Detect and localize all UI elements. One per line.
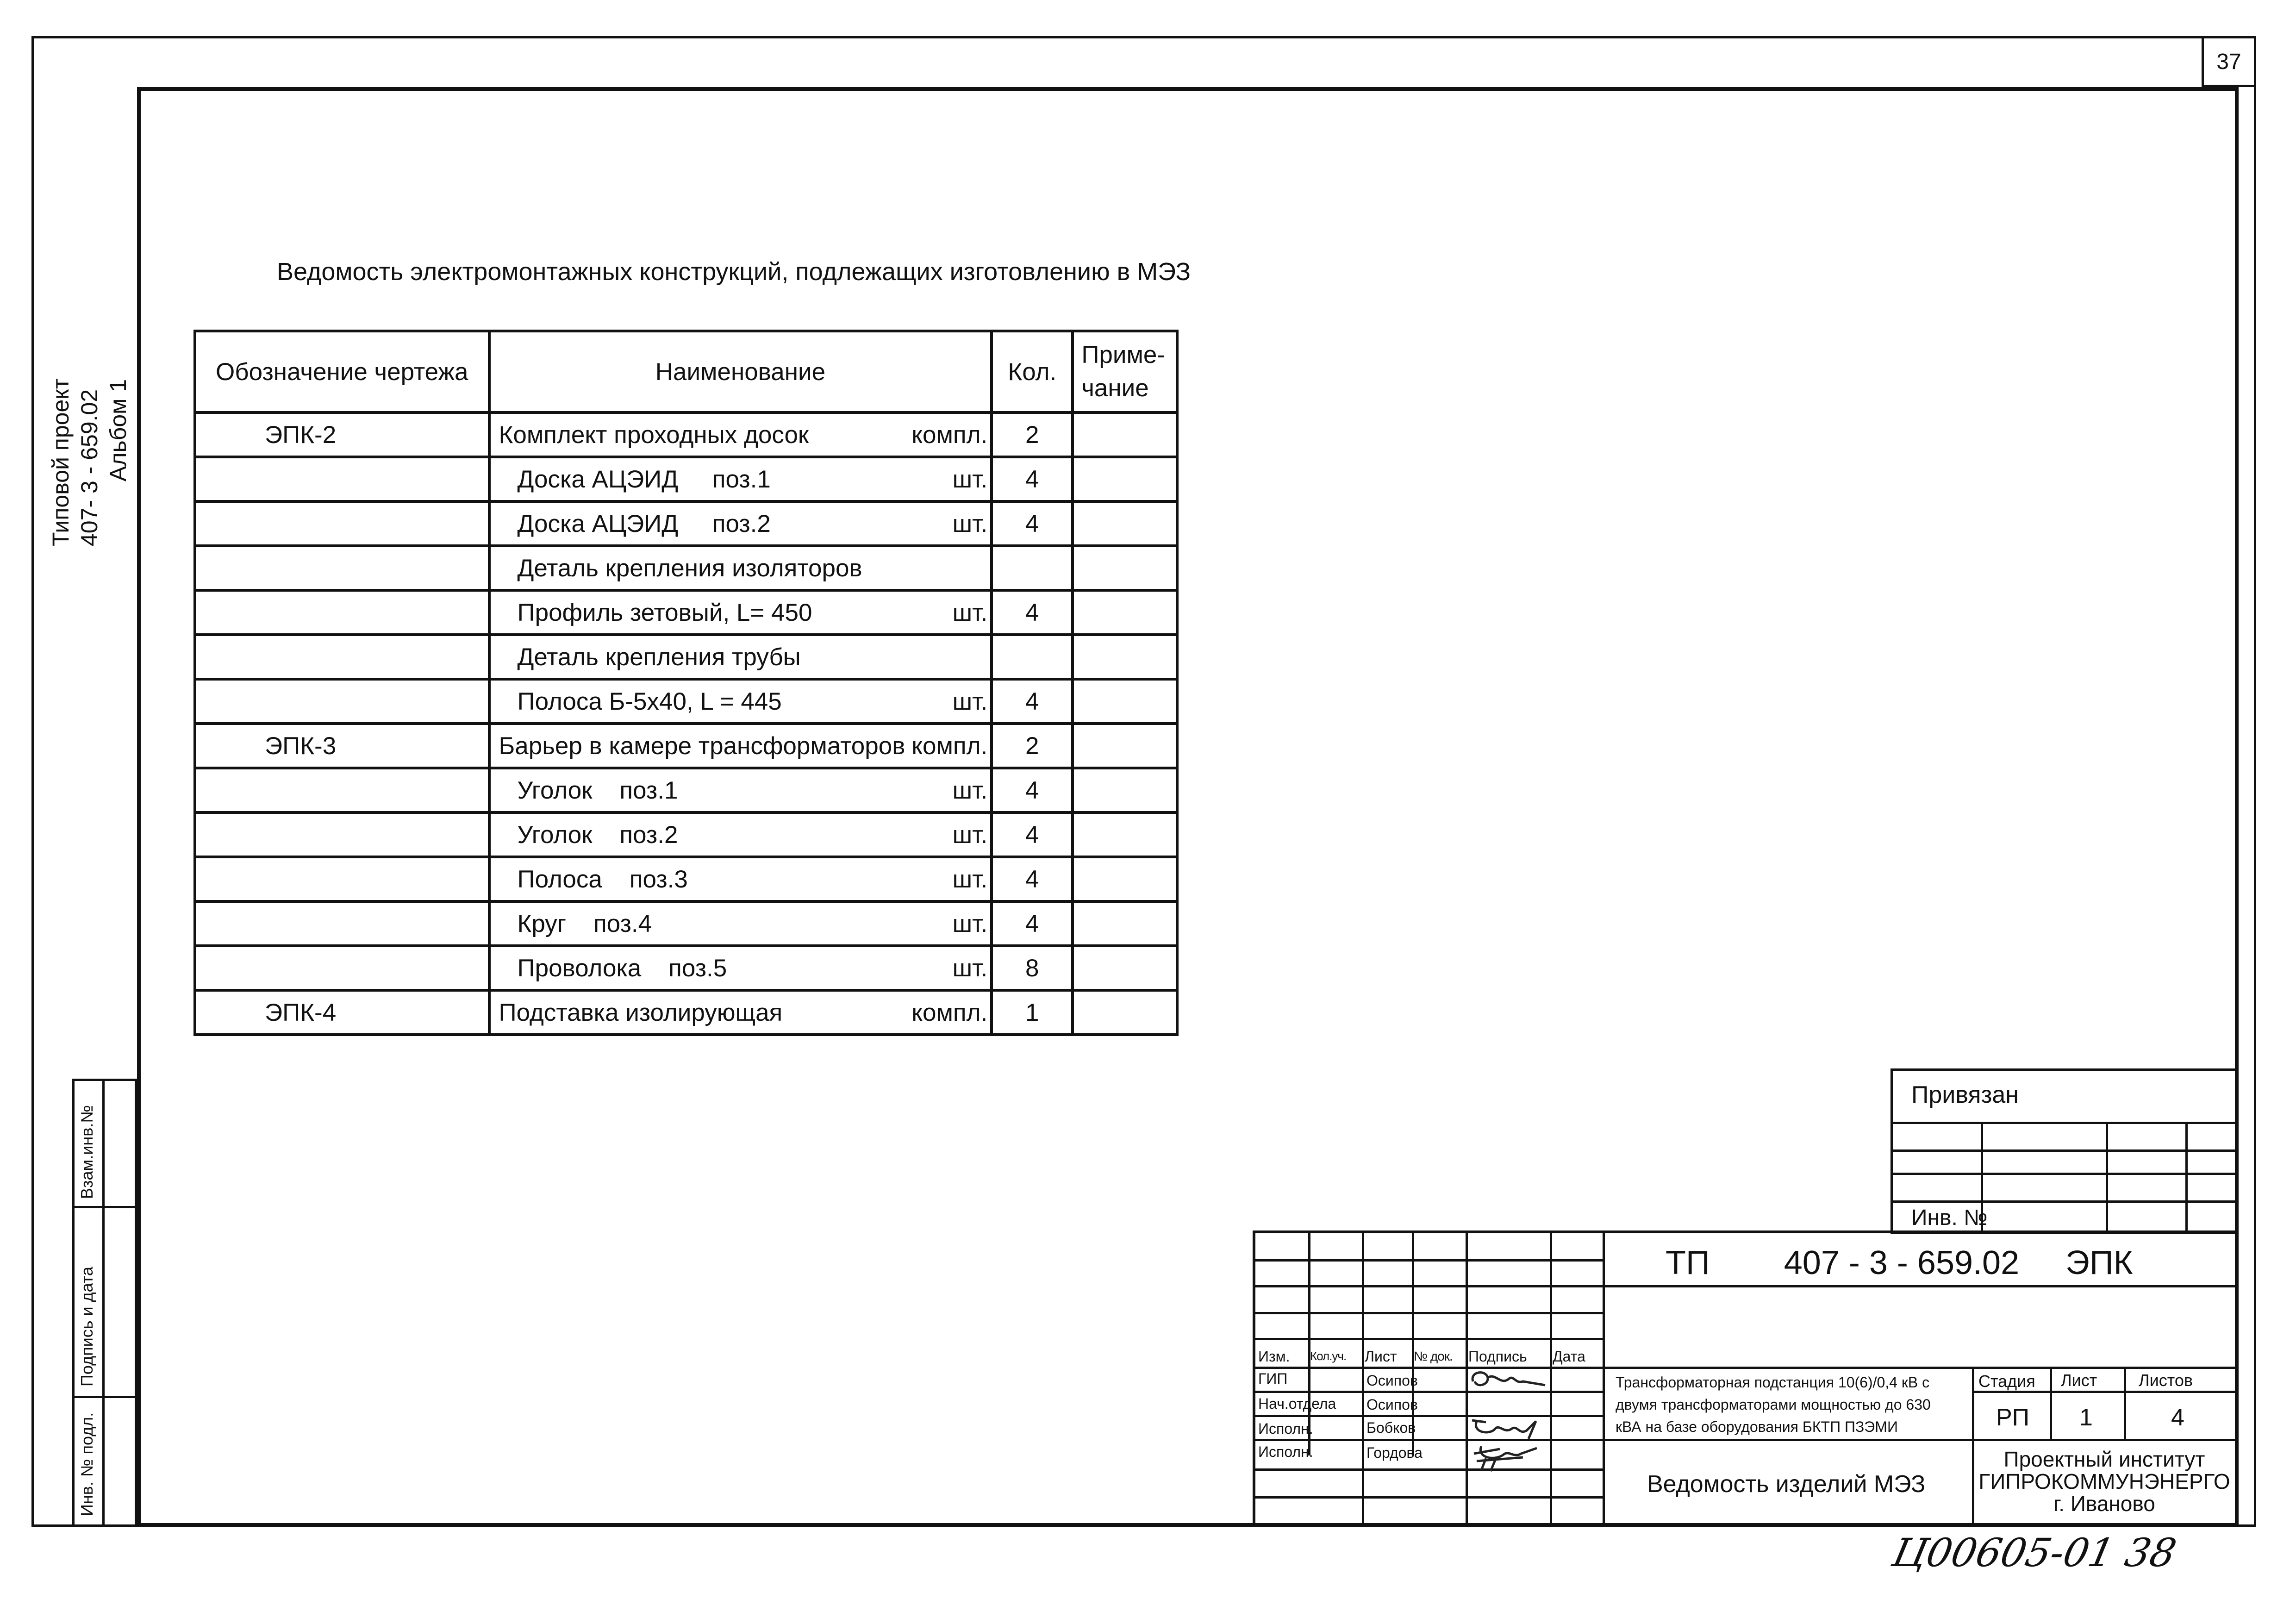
stamp-data-label: Дата bbox=[1553, 1348, 1585, 1365]
table-row bbox=[195, 457, 1177, 501]
qty-text: 4 bbox=[1025, 510, 1039, 537]
designation-text: ЭПК-3 bbox=[265, 732, 337, 760]
table-header-row bbox=[195, 331, 1177, 412]
cell-qty bbox=[992, 990, 1073, 1035]
stamp-n-dok-label: № док. bbox=[1414, 1349, 1453, 1363]
table-row bbox=[195, 546, 1177, 590]
item-name: Подставка изолирующая bbox=[499, 999, 783, 1026]
cell-qty bbox=[992, 724, 1073, 768]
inv-podl-label: Инв. № подл. bbox=[77, 1412, 96, 1516]
cell-designation bbox=[195, 457, 489, 501]
privyazan-title: Привязан bbox=[1911, 1081, 2019, 1108]
item-unit: компл. bbox=[911, 732, 988, 760]
item-unit: шт. bbox=[952, 687, 988, 715]
cell-note bbox=[1073, 946, 1177, 990]
item-name: Проволока поз.5 bbox=[517, 954, 727, 982]
cell-name bbox=[489, 590, 992, 635]
cell-note bbox=[1073, 679, 1177, 724]
item-name: Уголок поз.2 bbox=[517, 821, 678, 849]
cell-designation bbox=[195, 946, 489, 990]
item-unit: шт. bbox=[952, 821, 988, 849]
cell-note bbox=[1073, 724, 1177, 768]
header-note-line2: чание bbox=[1081, 375, 1149, 402]
item-name: Полоса поз.3 bbox=[517, 865, 688, 893]
stamp-kol-uch-label: Кол.уч. bbox=[1310, 1349, 1347, 1363]
cell-name bbox=[489, 812, 992, 857]
cell-name bbox=[489, 546, 992, 590]
qty-text: 4 bbox=[1025, 865, 1039, 893]
cell-qty bbox=[992, 679, 1073, 724]
name-nach-otdela: Осипов bbox=[1366, 1396, 1418, 1413]
item-unit: шт. bbox=[952, 510, 988, 537]
cell-name bbox=[489, 412, 992, 457]
stamp-description bbox=[1616, 1371, 1931, 1438]
cell-qty bbox=[992, 412, 1073, 457]
cell-name bbox=[489, 457, 992, 501]
cell-name bbox=[489, 724, 992, 768]
cell-designation bbox=[195, 990, 489, 1035]
document-title: Ведомость электромонтажных конструкций, подлежащих изготовлению в МЭЗ bbox=[277, 258, 1191, 286]
cell-name bbox=[489, 990, 992, 1035]
side-title-line3: Альбом 1 bbox=[105, 379, 131, 481]
spec-table bbox=[193, 330, 1179, 1036]
item-unit: компл. bbox=[911, 999, 988, 1026]
stage-label: Стадия bbox=[1978, 1372, 2035, 1391]
table-row bbox=[195, 412, 1177, 457]
header-designation: Обозначение чертежа bbox=[195, 331, 489, 412]
qty-text: 4 bbox=[1025, 776, 1039, 804]
description-line1: Трансформаторная подстанция 10(6)/0,4 кВ с bbox=[1616, 1374, 1930, 1391]
name-ispoln-1: Бобков bbox=[1366, 1419, 1416, 1436]
qty-text: 4 bbox=[1025, 910, 1039, 937]
cell-name bbox=[489, 901, 992, 946]
cell-note bbox=[1073, 412, 1177, 457]
item-name: Круг поз.4 bbox=[517, 910, 652, 937]
item-name: Комплект проходных досок bbox=[499, 421, 809, 449]
cell-note bbox=[1073, 901, 1177, 946]
designation-text: ЭПК-4 bbox=[265, 999, 337, 1026]
privyazan-inv-label: Инв. № bbox=[1911, 1206, 1988, 1230]
item-unit: шт. bbox=[952, 599, 988, 626]
table-row bbox=[195, 590, 1177, 635]
signature-gip bbox=[1467, 1368, 1551, 1395]
side-stamp bbox=[72, 1079, 137, 1527]
table-row bbox=[195, 768, 1177, 812]
cell-note bbox=[1073, 457, 1177, 501]
table-row bbox=[195, 679, 1177, 724]
role-ispoln-1: Исполн. bbox=[1258, 1420, 1313, 1437]
podpis-data-label: Подпись и дата bbox=[77, 1267, 96, 1387]
page-number: 37 bbox=[2216, 49, 2241, 74]
cell-qty bbox=[992, 857, 1073, 901]
signature-ispoln-1 bbox=[1467, 1415, 1551, 1443]
qty-text: 1 bbox=[1025, 999, 1039, 1026]
header-qty: Кол. bbox=[992, 331, 1073, 412]
role-nach-otdela: Нач.отдела bbox=[1258, 1395, 1336, 1412]
cell-designation bbox=[195, 546, 489, 590]
item-unit: шт. bbox=[952, 865, 988, 893]
cell-designation bbox=[195, 857, 489, 901]
table-row bbox=[195, 501, 1177, 546]
role-ispoln-2: Исполн. bbox=[1258, 1443, 1313, 1460]
table-row bbox=[195, 724, 1177, 768]
name-ispoln-2: Гордова bbox=[1366, 1444, 1423, 1461]
sheet-label: Лист bbox=[2061, 1371, 2097, 1390]
table-row bbox=[195, 990, 1177, 1035]
page-number-box bbox=[2202, 36, 2256, 87]
cell-designation bbox=[195, 412, 489, 457]
cell-name bbox=[489, 635, 992, 679]
side-title-line1: Типовой проект bbox=[48, 378, 74, 546]
qty-text: 8 bbox=[1025, 954, 1039, 982]
header-note-line1: Приме- bbox=[1081, 341, 1166, 369]
side-title bbox=[46, 378, 132, 546]
org-line3: г. Иваново bbox=[2053, 1492, 2155, 1516]
qty-text: 4 bbox=[1025, 465, 1039, 493]
cell-qty bbox=[992, 812, 1073, 857]
cell-qty bbox=[992, 768, 1073, 812]
sheets-label: Листов bbox=[2139, 1371, 2193, 1390]
cell-note bbox=[1073, 812, 1177, 857]
item-unit: шт. bbox=[952, 954, 988, 982]
cell-qty bbox=[992, 546, 1073, 590]
item-name: Доска АЦЭИД поз.1 bbox=[517, 465, 771, 493]
stamp-izm-label: Изм. bbox=[1258, 1348, 1290, 1365]
item-name: Деталь крепления трубы bbox=[517, 643, 801, 671]
cell-name bbox=[489, 857, 992, 901]
sheets-value: 4 bbox=[2171, 1404, 2184, 1431]
org-line1: Проектный институт bbox=[2003, 1447, 2205, 1471]
item-name: Доска АЦЭИД поз.2 bbox=[517, 510, 771, 537]
item-name: Профиль зетовый, L= 450 bbox=[517, 599, 812, 626]
cell-qty bbox=[992, 590, 1073, 635]
qty-text: 2 bbox=[1025, 732, 1039, 760]
cell-note bbox=[1073, 590, 1177, 635]
header-note bbox=[1073, 331, 1177, 412]
cell-designation bbox=[195, 812, 489, 857]
cell-qty bbox=[992, 635, 1073, 679]
item-unit: шт. bbox=[952, 465, 988, 493]
item-name: Барьер в камере трансформаторов bbox=[499, 732, 905, 760]
item-unit: компл. bbox=[911, 421, 988, 449]
description-line3: кВА на базе оборудования БКТП ПЗЭМИ bbox=[1616, 1418, 1898, 1435]
cell-name bbox=[489, 768, 992, 812]
cell-qty bbox=[992, 501, 1073, 546]
designation-text: ЭПК-2 bbox=[265, 421, 337, 449]
stamp-list-label: Лист bbox=[1365, 1348, 1397, 1365]
qty-text: 4 bbox=[1025, 687, 1039, 715]
item-name: Полоса Б-5x40, L = 445 bbox=[517, 687, 782, 715]
qty-text: 2 bbox=[1025, 421, 1039, 449]
item-unit: шт. bbox=[952, 910, 988, 937]
table-row bbox=[195, 901, 1177, 946]
qty-text: 4 bbox=[1025, 599, 1039, 626]
cell-note bbox=[1073, 546, 1177, 590]
cell-note bbox=[1073, 768, 1177, 812]
sheet-value: 1 bbox=[2079, 1404, 2093, 1431]
role-gip: ГИП bbox=[1258, 1370, 1288, 1387]
doc-name: Ведомость изделий МЭЗ bbox=[1647, 1471, 1926, 1498]
qty-text: 4 bbox=[1025, 821, 1039, 849]
cell-qty bbox=[992, 901, 1073, 946]
table-row bbox=[195, 857, 1177, 901]
organization bbox=[1975, 1448, 2234, 1515]
cell-qty bbox=[992, 457, 1073, 501]
cell-name bbox=[489, 679, 992, 724]
cell-qty bbox=[992, 946, 1073, 990]
cell-note bbox=[1073, 501, 1177, 546]
cell-note bbox=[1073, 857, 1177, 901]
cell-name bbox=[489, 501, 992, 546]
table-row bbox=[195, 946, 1177, 990]
cell-designation bbox=[195, 635, 489, 679]
table-row bbox=[195, 812, 1177, 857]
cell-note bbox=[1073, 990, 1177, 1035]
cell-designation bbox=[195, 901, 489, 946]
handwritten-number: Ц00605-01 38 bbox=[1888, 1530, 2180, 1575]
stage-value: РП bbox=[1996, 1404, 2030, 1431]
cell-name bbox=[489, 946, 992, 990]
stamp-code: ТП 407 - 3 - 659.02 ЭПК bbox=[1666, 1244, 2133, 1281]
signature-ispoln-2 bbox=[1467, 1440, 1551, 1472]
cell-designation bbox=[195, 679, 489, 724]
item-name: Уголок поз.1 bbox=[517, 776, 678, 804]
org-line2: ГИПРОКОММУНЭНЕРГО bbox=[1978, 1469, 2230, 1493]
cell-designation bbox=[195, 768, 489, 812]
description-line2: двумя трансформаторами мощностью до 630 bbox=[1616, 1396, 1931, 1413]
cell-designation bbox=[195, 590, 489, 635]
privyazan-block bbox=[1890, 1068, 2239, 1234]
cell-designation bbox=[195, 501, 489, 546]
vzam-inv-label: Взам.инв.№ bbox=[77, 1105, 96, 1199]
table-row bbox=[195, 635, 1177, 679]
name-gip: Осипов bbox=[1366, 1372, 1418, 1389]
title-block bbox=[1253, 1230, 2239, 1527]
cell-designation bbox=[195, 724, 489, 768]
header-name: Наименование bbox=[489, 331, 992, 412]
item-unit: шт. bbox=[952, 776, 988, 804]
cell-note bbox=[1073, 635, 1177, 679]
stamp-podpis-label: Подпись bbox=[1468, 1348, 1527, 1365]
side-title-line2: 407- 3 - 659.02 bbox=[76, 389, 102, 546]
item-name: Деталь крепления изоляторов bbox=[517, 554, 862, 582]
